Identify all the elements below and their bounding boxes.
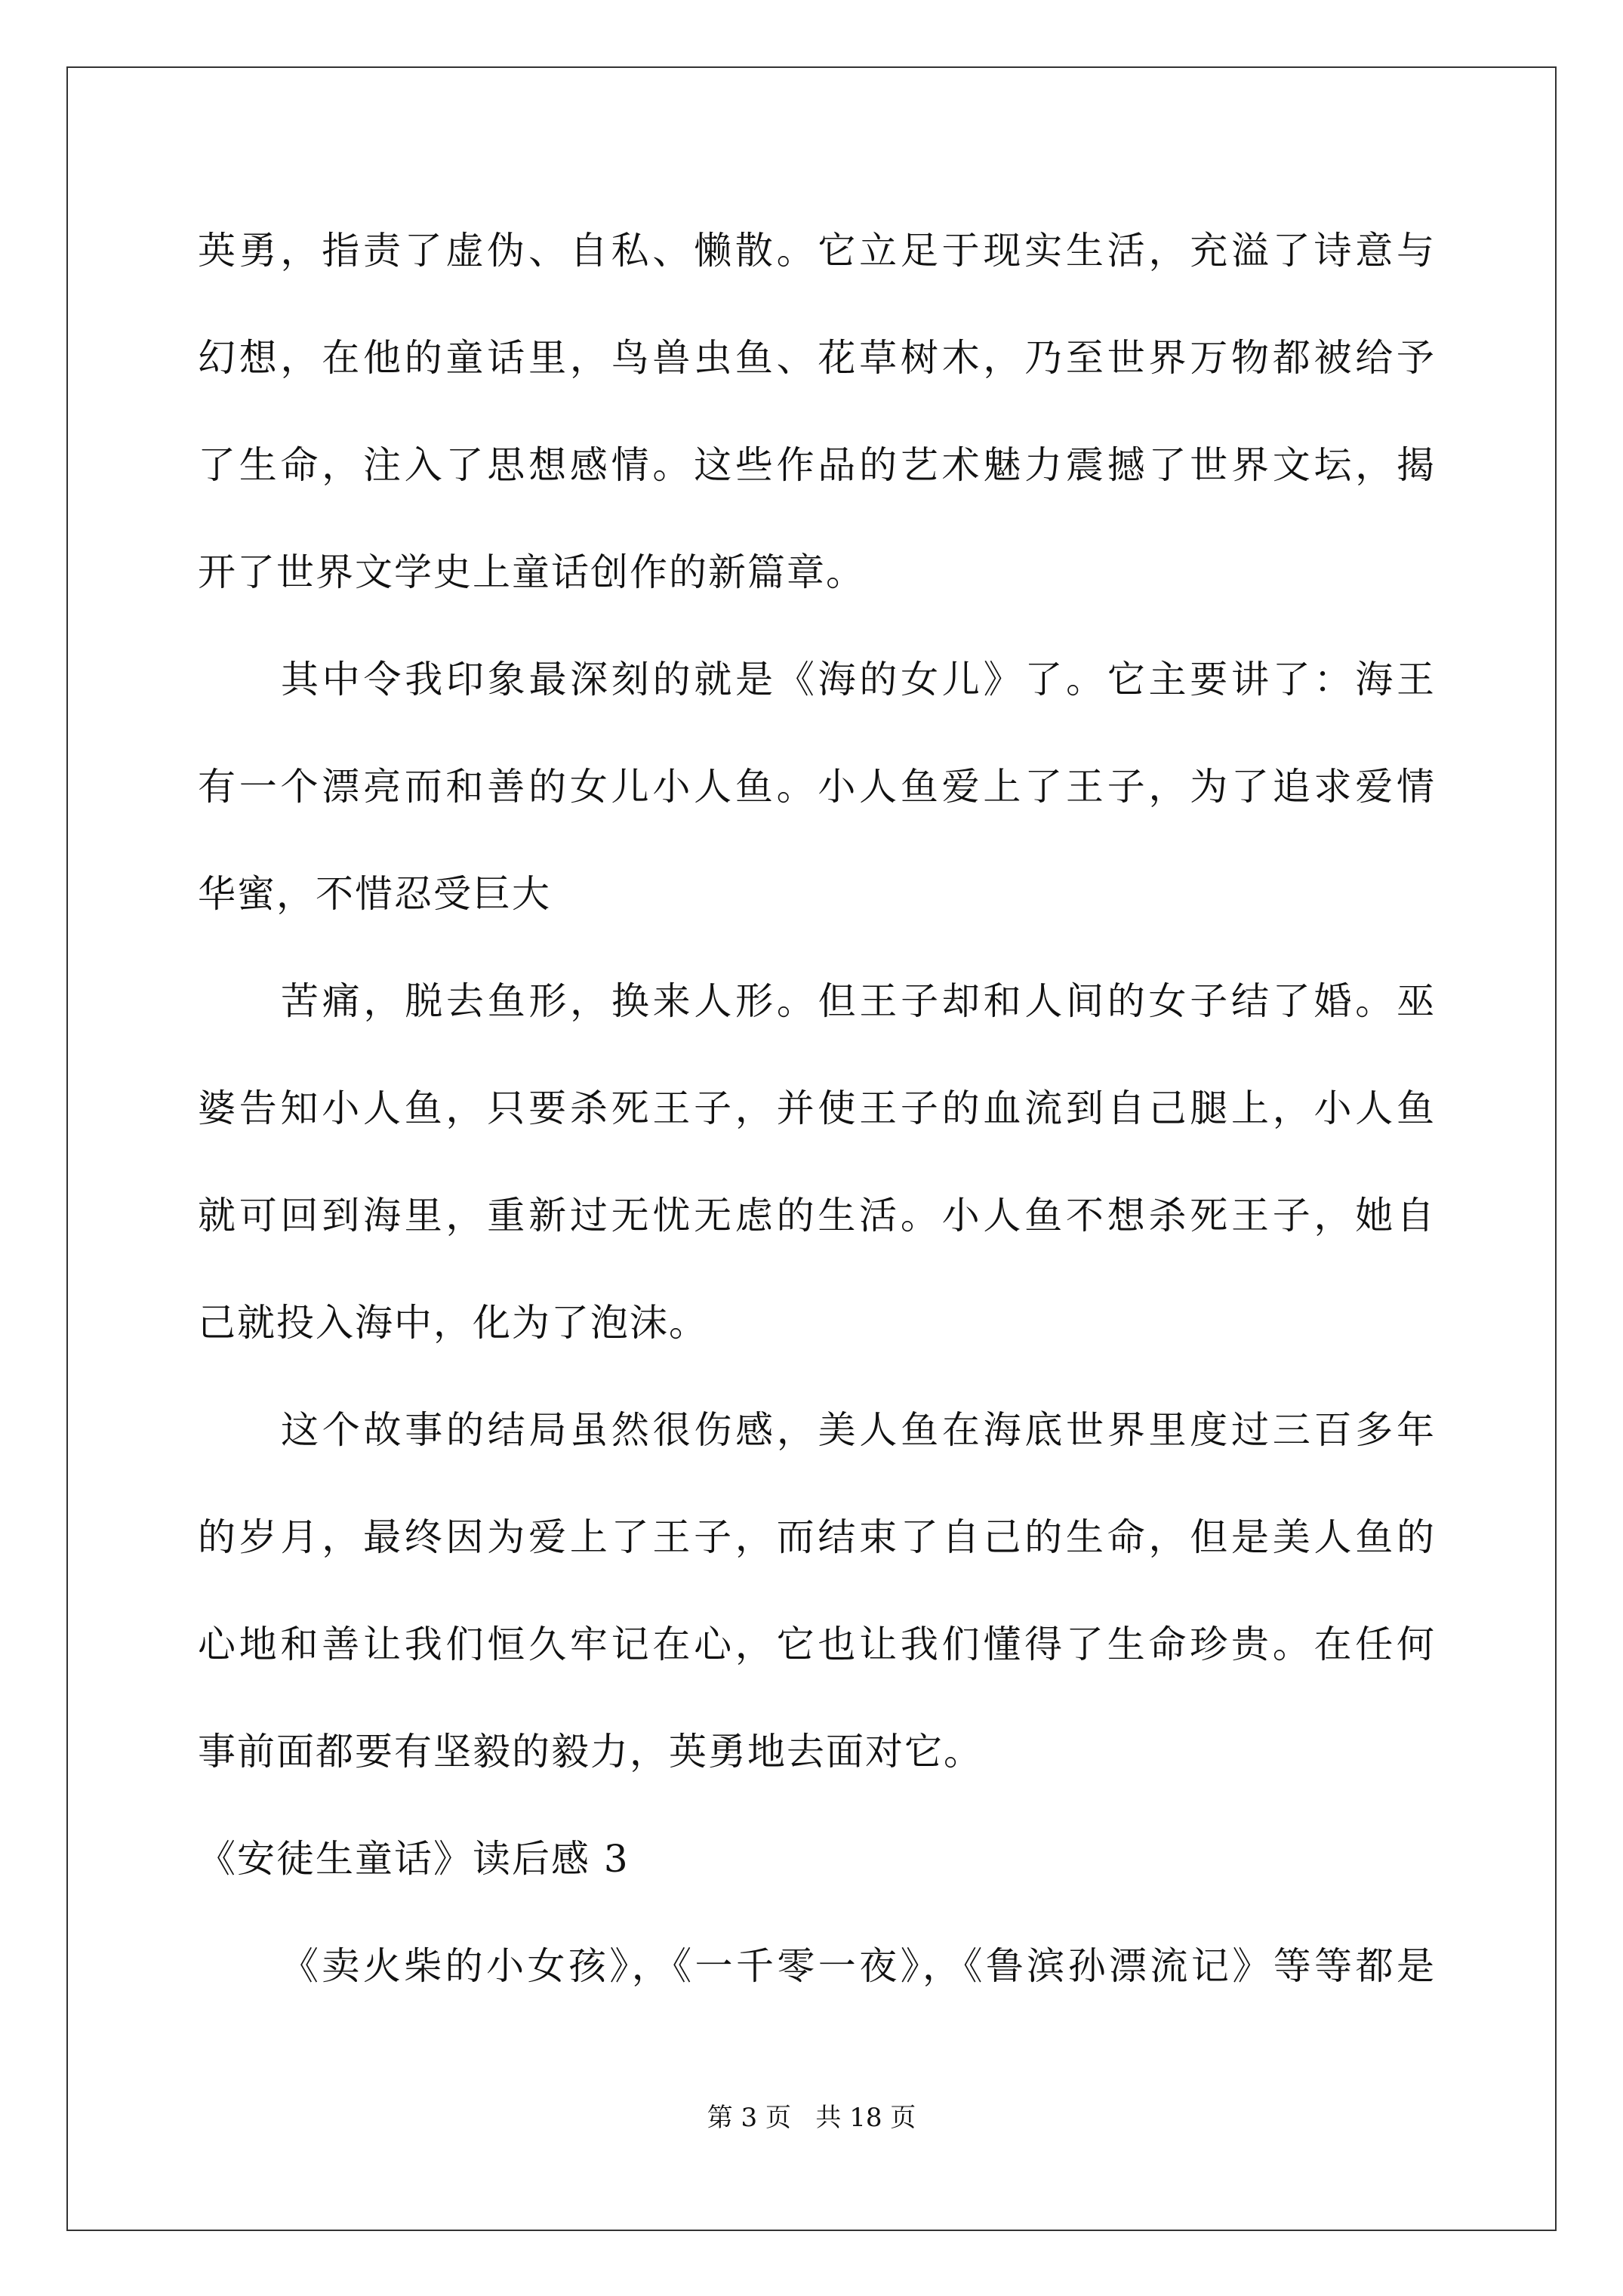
- paragraph-first-line: 这个故事的结局虽然很伤感，美人鱼在海底世界里度过三百多年: [281, 1408, 1436, 1452]
- body-line: 了生命，注入了思想感情。这些作品的艺术魅力震撼了世界文坛，揭: [198, 443, 1436, 487]
- paragraph-first-line: 《卖火柴的小女孩》，《一千零一夜》，《鲁滨孙漂流记》等等都是: [281, 1944, 1436, 1988]
- body-line: 就可回到海里，重新过无忧无虑的生活。小人鱼不想杀死王子，她自: [198, 1194, 1436, 1237]
- body-line: 有一个漂亮而和善的女儿小人鱼。小人鱼爱上了王子，为了追求爱情: [198, 765, 1436, 809]
- body-line: 事前面都要有坚毅的毅力，英勇地去面对它。: [198, 1730, 983, 1774]
- page-border: [66, 66, 1557, 2231]
- body-line: 己就投入海中，化为了泡沫。: [198, 1301, 708, 1345]
- body-line: 心地和善让我们恒久牢记在心，它也让我们懂得了生命珍贵。在任何: [198, 1623, 1436, 1666]
- body-line: 华蜜，不惜忍受巨大: [198, 872, 551, 916]
- body-line: 的岁月，最终因为爱上了王子，而结束了自己的生命，但是美人鱼的: [198, 1515, 1436, 1559]
- paragraph-first-line: 苦痛，脱去鱼形，换来人形。但王子却和人间的女子结了婚。巫: [281, 979, 1436, 1023]
- section-heading: 《安徒生童话》读后感 3: [198, 1837, 630, 1881]
- body-line: 英勇，指责了虚伪、自私、懒散。它立足于现实生活，充溢了诗意与: [198, 229, 1436, 273]
- paragraph-first-line: 其中令我印象最深刻的就是《海的女儿》了。它主要讲了：海王: [281, 658, 1436, 701]
- body-line: 开了世界文学史上童话创作的新篇章。: [198, 550, 865, 594]
- body-line: 幻想，在他的童话里，鸟兽虫鱼、花草树木，乃至世界万物都被给予: [198, 336, 1436, 380]
- body-line: 婆告知小人鱼，只要杀死王子，并使王子的血流到自己腿上，小人鱼: [198, 1086, 1436, 1130]
- page-number-footer: 第 3 页 共 18 页: [707, 2103, 916, 2133]
